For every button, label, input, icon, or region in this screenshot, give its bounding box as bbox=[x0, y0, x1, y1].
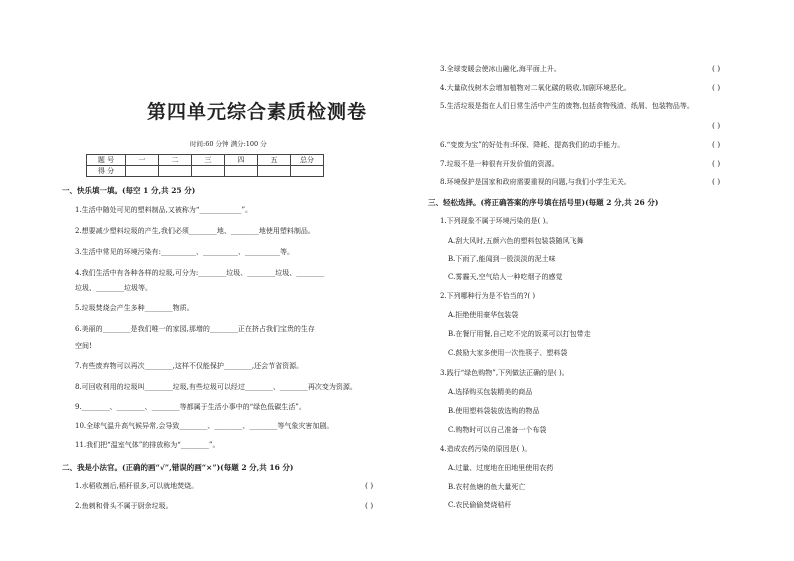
question-line: 4.造成农药污染的原因是( )。 bbox=[440, 445, 532, 453]
question-line: 7.有些废弃物可以再次________,这样不仅能保护________,还会节省资源。 bbox=[75, 362, 304, 370]
question-line: 4.我们生活中有各种各样的垃圾,可分为:________垃圾、________垃圾、________ bbox=[75, 269, 325, 277]
score-header-row bbox=[87, 155, 324, 166]
question-line: 3.生活中常见的环境污染有:__________、__________、__________等。 bbox=[75, 248, 295, 256]
option-c: C.购物时可以自己准备一个布袋 bbox=[448, 426, 547, 434]
question-line: 1.生活中随处可见的塑料制品,又被称为“____________”。 bbox=[75, 206, 253, 214]
question-line: 6.“变废为宝”的好处有:环保、降耗、提高我们的动手能力。 bbox=[440, 141, 625, 149]
score-input-cell[interactable] bbox=[225, 166, 258, 177]
page-title: 第四单元综合素质检测卷 bbox=[147, 101, 368, 123]
answer-parentheses[interactable]: ( ) bbox=[712, 177, 721, 186]
score-cell: 一 bbox=[126, 155, 159, 166]
answer-parentheses[interactable]: ( ) bbox=[712, 121, 721, 130]
question-line: 8.环境保护是国家和政府需要重视的问题,与我们小学生无关。 bbox=[440, 178, 631, 186]
option-a: A.选择购买包装精美的商品 bbox=[448, 388, 533, 396]
question-line: 8.可回收利用的垃圾叫________垃圾,有些垃圾可以经过________、________再次变为资源。 bbox=[75, 383, 357, 391]
option-b: B.使用塑料袋装放选购的物品 bbox=[448, 407, 540, 415]
question-line: 3.践行“绿色购物”,下列做法正确的是( )。 bbox=[440, 369, 569, 377]
question-line: 7.垃圾不是一种很有开发价值的资源。 bbox=[440, 160, 559, 168]
score-cell: 三 bbox=[192, 155, 225, 166]
question-line: 5.生活垃圾是指在人们日常生活中产生的废物,包括食物残渣、纸屑、包装物品等。 bbox=[440, 102, 694, 110]
score-cell: 总分 bbox=[291, 155, 324, 166]
answer-parentheses[interactable]: ( ) bbox=[712, 159, 721, 168]
score-table bbox=[86, 154, 324, 177]
question-line: 5.垃圾焚烧会产生多种________物质。 bbox=[75, 304, 194, 312]
score-cell: 五 bbox=[258, 155, 291, 166]
answer-parentheses[interactable]: ( ) bbox=[365, 501, 374, 510]
answer-parentheses[interactable]: ( ) bbox=[365, 481, 374, 490]
section-heading: 三、轻松选择。(将正确答案的序号填在括号里)(每题 2 分,共 26 分) bbox=[428, 198, 659, 207]
exam-meta: 时间:60 分钟 满分:100 分 bbox=[190, 140, 267, 148]
option-c: C.鼓励大家多使用一次性筷子、塑料袋 bbox=[448, 349, 568, 357]
question-line: 3.全球变暖会使冰山融化,海平面上升。 bbox=[440, 65, 561, 73]
question-line: 4.大量砍伐树木会增加植物对二氧化碳的吸收,加剧环境恶化。 bbox=[440, 84, 631, 92]
option-c: C.农民偷偷焚烧秸秆 bbox=[448, 501, 512, 509]
question-line: 1.下列现象不属于环境污染的是( )。 bbox=[440, 217, 553, 225]
score-input-cell[interactable] bbox=[192, 166, 225, 177]
section-heading: 一、快乐填一填。(每空 1 分,共 25 分) bbox=[62, 186, 196, 195]
answer-parentheses[interactable]: ( ) bbox=[712, 83, 721, 92]
score-cell: 得 分 bbox=[87, 166, 126, 177]
question-line: 10.全球气温升高气候异常,会导致________、________、________等气象灾害加剧。 bbox=[75, 422, 334, 430]
question-line: 2.下列哪种行为是不恰当的?( ) bbox=[440, 292, 536, 300]
question-line: 11.我们把“温室气体”的排放称为“________”。 bbox=[75, 441, 220, 449]
question-line: 2.鱼刺和骨头不属于厨余垃圾。 bbox=[75, 502, 173, 510]
score-input-cell[interactable] bbox=[126, 166, 159, 177]
section-heading: 二、我是小法官。(正确的画“√”,错误的画“×”)(每题 2 分,共 16 分) bbox=[62, 463, 294, 472]
score-input-cell[interactable] bbox=[258, 166, 291, 177]
score-value-row bbox=[87, 166, 324, 177]
option-a: A.拒绝使用豪华包装袋 bbox=[448, 311, 519, 319]
answer-parentheses[interactable]: ( ) bbox=[712, 140, 721, 149]
option-b: B.在餐厅用餐,自己吃不完的饭菜可以打包带走 bbox=[448, 330, 591, 338]
score-cell: 四 bbox=[225, 155, 258, 166]
option-b: B.农村鱼塘的鱼大量死亡 bbox=[448, 483, 526, 491]
question-line: 6.美丽的________是我们唯一的家园,那增的________正在挤占我们宝贵的生存 bbox=[75, 325, 315, 333]
option-b: B.下雨了,能闻到一股淡淡的泥土味 bbox=[448, 255, 556, 263]
score-cell: 题 号 bbox=[87, 155, 126, 166]
option-a: A.刮大风时,五颜六色的塑料包装袋随风飞舞 bbox=[448, 237, 584, 245]
question-line: 空间! bbox=[75, 342, 92, 350]
score-input-cell[interactable] bbox=[291, 166, 324, 177]
question-line: 9.________、________、________等都属于生活小事中的“绿色低碳生活”。 bbox=[75, 403, 306, 411]
score-input-cell[interactable] bbox=[159, 166, 192, 177]
option-a: A.过量、过度地在田地里使用农药 bbox=[448, 464, 554, 472]
question-line: 2.想要减少塑料垃圾的产生,我们必须________地、________地使用塑料制品。 bbox=[75, 227, 315, 235]
answer-parentheses[interactable]: ( ) bbox=[712, 64, 721, 73]
question-line: 1.水稻收割后,稻秆很多,可以就地焚烧。 bbox=[75, 482, 199, 490]
option-c: C.雾霾天,空气给人一种吃烟子的感觉 bbox=[448, 273, 563, 281]
score-cell: 二 bbox=[159, 155, 192, 166]
question-line: 垃圾、________垃圾等。 bbox=[75, 284, 152, 292]
